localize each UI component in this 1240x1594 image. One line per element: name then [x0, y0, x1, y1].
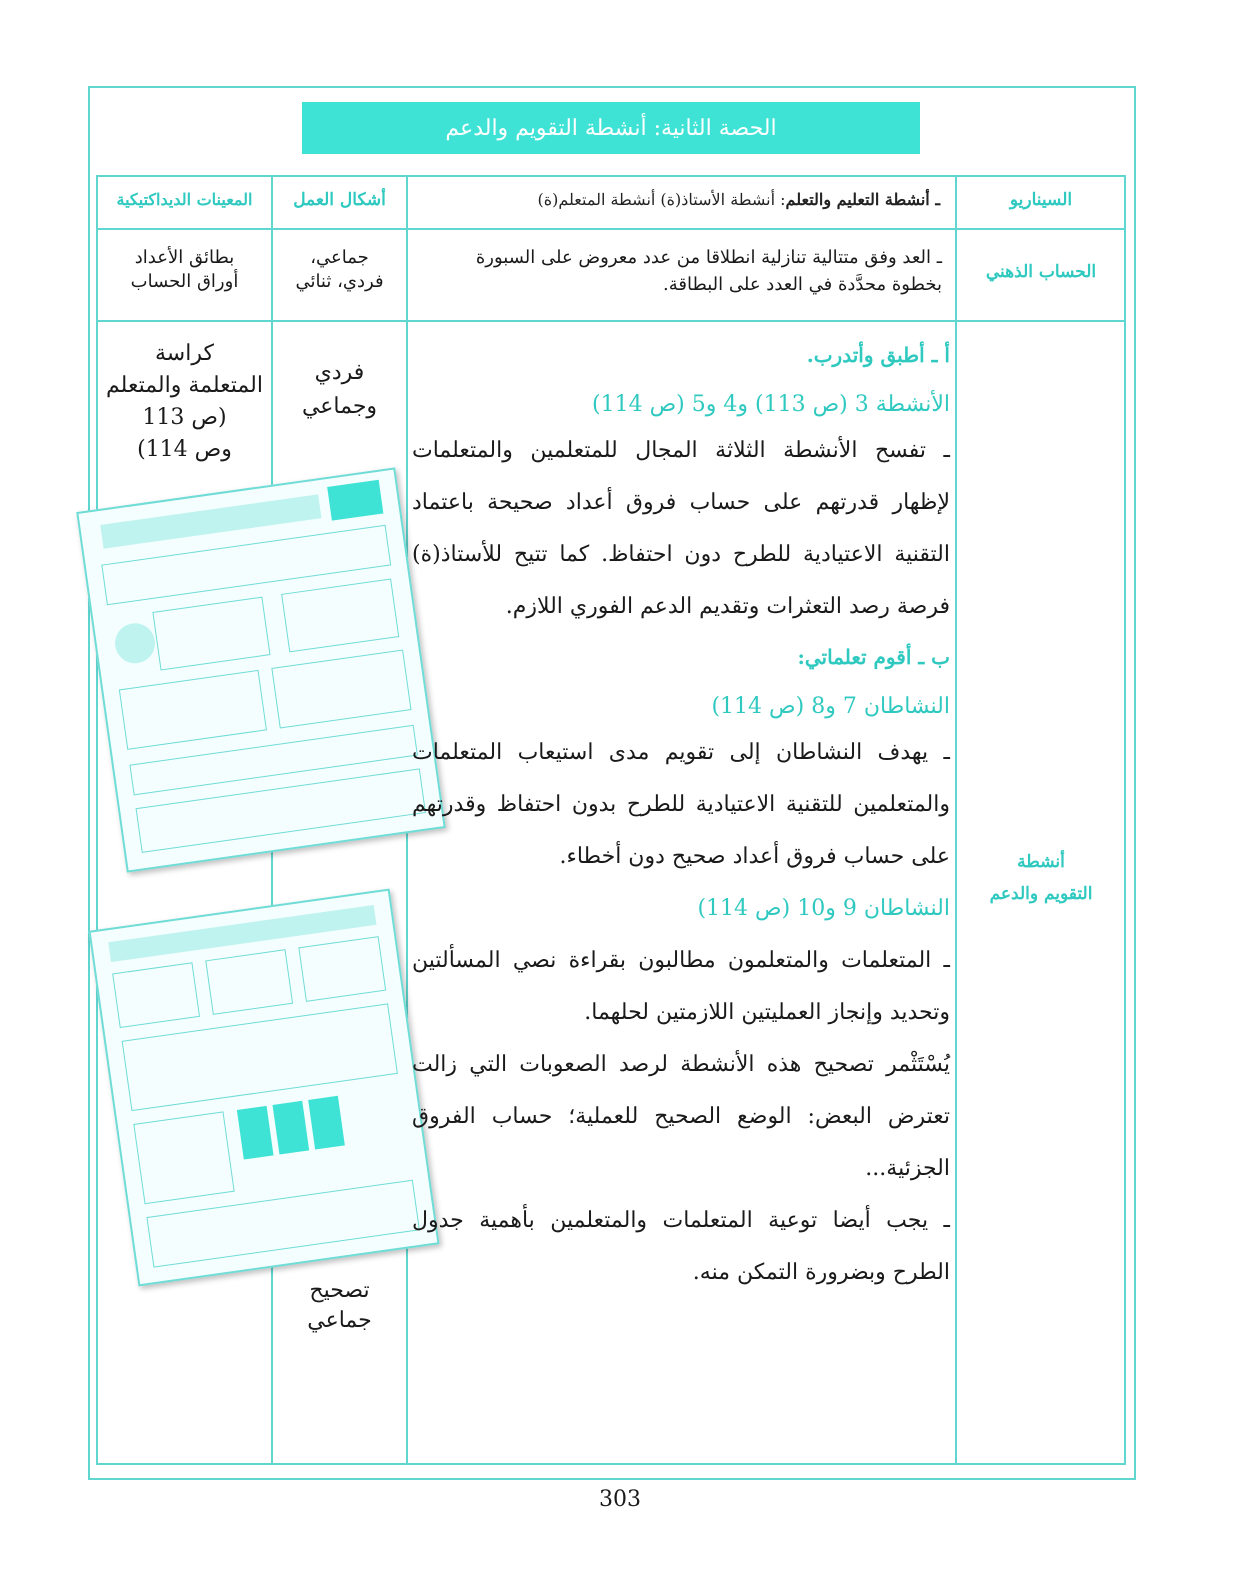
row1-work-line1: جماعي، — [310, 247, 369, 268]
header-work-forms: أشكال العمل — [293, 190, 386, 210]
row2-aids-line1: كراسة — [155, 341, 214, 366]
section-b-text-2: ـ المتعلمات والمتعلمون مطالبون بقراءة نصي المسألتين وتحديد وإنجاز العمليتين اللازمتين لحلهما. — [412, 948, 950, 1025]
row2-scenario — [957, 846, 1125, 910]
row1-scenario: الحساب الذهني — [985, 262, 1097, 282]
header-scenario: السيناريو — [1009, 190, 1073, 210]
row2-activities — [412, 335, 950, 1299]
section-a-text: ـ تفسح الأنشطة الثلاثة المجال للمتعلمين والمتعلمات لإظهار قدرتهم على حساب فروق أعداد صحيحة باعتماد التقنية الاعتيادية للطرح دون احتفاظ. كما تتيح للأستاذ(ة) فرصة رصد التعثرات وتقديم الدعم الفوري اللازم. — [412, 438, 950, 619]
row1-work-line2: فردي، ثنائي — [295, 271, 384, 292]
row2-work-a-line2: وجماعي — [301, 394, 378, 419]
row2-work-a — [273, 356, 406, 424]
section-a-title: أ ـ أطبق وأتدرب. — [806, 343, 950, 367]
section-b-text-4: ـ يجب أيضا توعية المتعلمات والمتعلمين بأهمية جدول الطرح وبضرورة التمكن منه. — [412, 1208, 950, 1285]
row2-work-b-line2: جماعي — [307, 1308, 372, 1333]
section-b-title: ب ـ أقوم تعلماتي: — [797, 645, 950, 669]
row1-activity — [410, 244, 950, 298]
row1-activity-line2: بخطوة محدَّدة في العدد على البطاقة. — [663, 274, 942, 295]
row1-aids — [98, 246, 271, 294]
row2-work-b-line1: تصحيح — [309, 1278, 370, 1303]
row1-aids-line2: أوراق الحساب — [130, 271, 239, 292]
row2-aids-line3: (ص 113 — [142, 405, 227, 430]
page-number: 303 — [599, 1487, 641, 1512]
row2-aids-line2: المتعلمة والمتعلم — [106, 373, 263, 398]
row2-scenario-line1: أنشطة — [1017, 852, 1065, 872]
section-a-subtitle: الأنشطة 3 (ص 113) و4 و5 (ص 114) — [591, 392, 950, 417]
session-banner: الحصة الثانية: أنشطة التقويم والدعم — [302, 102, 920, 154]
workbook-page-thumbnail-1 — [76, 467, 446, 872]
row2-aids — [98, 338, 271, 466]
header-activities-rest: : أنشطة الأستاذ(ة) أنشطة المتعلم(ة) — [537, 190, 786, 209]
row1-work — [273, 246, 406, 294]
row2-work-b — [273, 1276, 406, 1336]
header-didactic-aids: المعينات الديداكتيكية — [116, 190, 253, 209]
workbook-page-illustration-2 — [91, 891, 437, 1284]
section-b-text-3: يُسْتَثْمر تصحيح هذه الأنشطة لرصد الصعوبات التي زالت تعترض البعض: الوضع الصحيح للعملية؛ حساب الفروق الجزئية... — [412, 1052, 950, 1181]
row2-aids-line4: وص 114) — [137, 437, 232, 462]
row1-aids-line1: بطائق الأعداد — [134, 247, 235, 268]
section-b-subtitle-1: النشاطان 7 و8 (ص 114) — [711, 694, 950, 719]
row1-activity-line1: ـ العد وفق متتالية تنازلية انطلاقا من عدد معروض على السبورة — [475, 247, 942, 268]
header-row-divider — [96, 228, 1126, 230]
section-b-text-1: ـ يهدف النشاطان إلى تقويم مدى استيعاب المتعلمات والمتعلمين للتقنية الاعتيادية للطرح بدون احتفاظ وقدرتهم على حساب فروق أعداد صحيح دون أخطاء. — [412, 740, 950, 869]
row1-divider — [96, 320, 1126, 322]
row2-work-a-line1: فردي — [314, 360, 365, 385]
section-b-subtitle-2: النشاطان 9 و10 (ص 114) — [697, 896, 950, 921]
header-activities-bold: ـ أنشطة التعليم والتعلم — [785, 190, 940, 209]
row2-scenario-line2: التقويم والدعم — [989, 884, 1093, 904]
workbook-page-thumbnail-2 — [88, 889, 439, 1287]
workbook-page-illustration-1 — [78, 470, 443, 871]
col-divider-scenario — [955, 175, 957, 1465]
header-activities — [410, 190, 950, 209]
